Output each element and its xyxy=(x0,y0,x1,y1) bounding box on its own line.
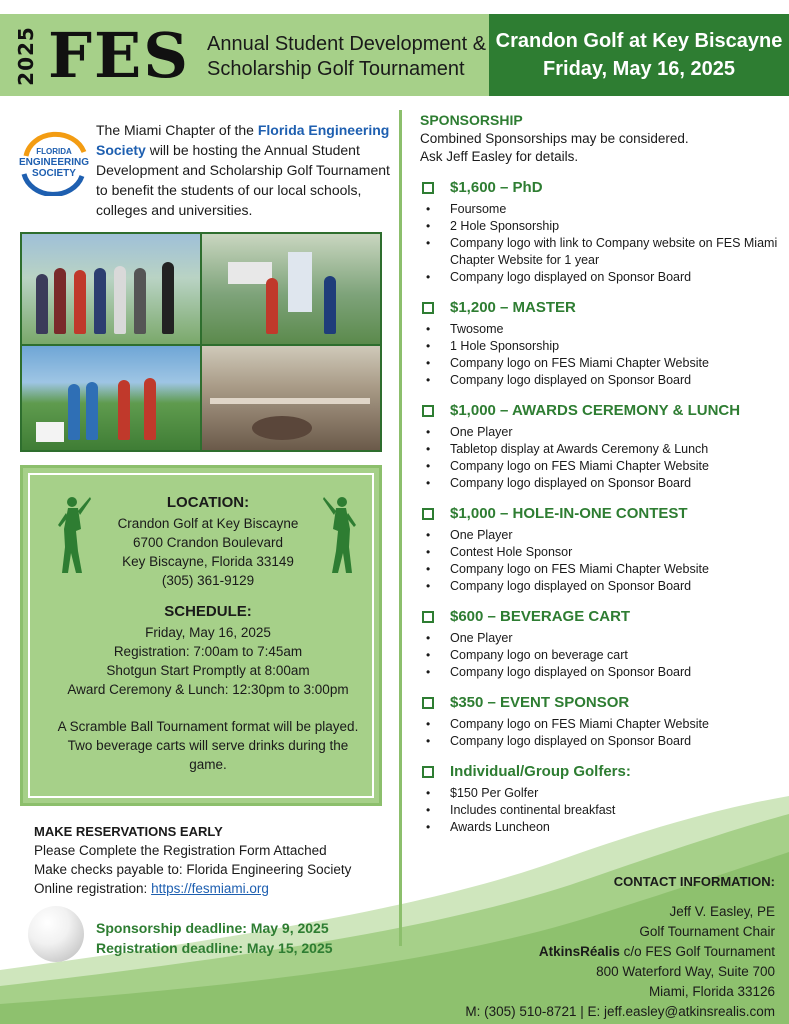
photo-registration-table xyxy=(202,234,380,344)
tier-benefit-item: • Company logo displayed on Sponsor Board xyxy=(420,664,780,681)
event-title xyxy=(207,32,486,82)
tier-benefit-item: • Company logo displayed on Sponsor Board xyxy=(420,733,780,750)
header-venue-panel xyxy=(489,14,789,96)
checkbox-icon xyxy=(422,508,434,520)
tier-benefit-item: • Company logo on FES Miami Chapter Website xyxy=(420,561,780,578)
checkbox-icon xyxy=(422,182,434,194)
org-name: Florida Engineering Society xyxy=(96,122,390,158)
location-address1: 6700 Crandon Boulevard xyxy=(132,535,284,550)
tier-title xyxy=(420,178,780,198)
tier-benefits xyxy=(420,716,780,750)
tier-title-label: $350 – EVENT SPONSOR xyxy=(450,694,630,711)
schedule-awards: Award Ceremony & Lunch: 12:30pm to 3:00pm xyxy=(67,682,349,697)
sponsorship-tier xyxy=(420,607,780,681)
contact-heading: CONTACT INFORMATION: xyxy=(613,874,775,889)
reservations-section xyxy=(34,822,384,898)
schedule-shotgun: Shotgun Start Promptly at 8:00am xyxy=(106,663,310,678)
tier-benefits xyxy=(420,785,780,836)
sponsorship-tier xyxy=(420,401,780,492)
tier-title-label: $1,000 – HOLE-IN-ONE CONTEST xyxy=(450,505,688,522)
checkbox-icon xyxy=(422,611,434,623)
tier-benefits xyxy=(420,424,780,492)
tier-title xyxy=(420,693,780,713)
golf-ball-icon xyxy=(28,906,84,962)
location-address2: Key Biscayne, Florida 33149 xyxy=(122,554,294,569)
sponsorship-tier xyxy=(420,504,780,595)
sponsorship-tier xyxy=(420,693,780,750)
contact-information xyxy=(395,872,775,1022)
schedule-date: Friday, May 16, 2025 xyxy=(145,625,271,640)
svg-text:FLORIDA: FLORIDA xyxy=(36,147,72,156)
contact-address1: 800 Waterford Way, Suite 700 xyxy=(596,964,775,979)
registration-deadline: Registration deadline: May 15, 2025 xyxy=(96,940,333,956)
tier-title xyxy=(420,298,780,318)
contact-address2: Miami, Florida 33126 xyxy=(648,984,775,999)
event-date: Friday, May 16, 2025 xyxy=(543,58,735,80)
venue-name: Crandon Golf at Key Biscayne xyxy=(495,30,783,52)
tier-title-label: $1,200 – MASTER xyxy=(450,299,576,316)
sponsorship-tier xyxy=(420,298,780,389)
tier-title xyxy=(420,401,780,421)
checkbox-icon xyxy=(422,405,434,417)
sponsorship-tier xyxy=(420,178,780,286)
tier-benefit-item: • $150 Per Golfer xyxy=(420,785,780,802)
header-title-panel xyxy=(0,14,489,96)
column-divider xyxy=(399,110,402,946)
photo-collage xyxy=(20,232,382,452)
deadlines xyxy=(96,918,333,958)
sponsorship-tier xyxy=(420,762,780,836)
contact-phone-email: M: (305) 510-8721 | E: jeff.easley@atkinsrealis.com xyxy=(465,1004,775,1019)
fes-logo xyxy=(18,130,90,196)
tier-benefit-item: • Company logo on FES Miami Chapter Website xyxy=(420,355,780,372)
svg-text:SOCIETY: SOCIETY xyxy=(32,168,76,179)
tier-benefits xyxy=(420,201,780,286)
year-label: 2025 xyxy=(14,26,38,86)
sponsorship-section xyxy=(420,110,780,836)
fes-acronym: FES xyxy=(48,19,191,92)
tier-benefit-item: • Foursome xyxy=(420,201,780,218)
tier-benefit-item: • Tabletop display at Awards Ceremony & Lunch xyxy=(420,441,780,458)
tier-benefits xyxy=(420,527,780,595)
location-phone: (305) 361-9129 xyxy=(161,573,255,588)
tier-title xyxy=(420,504,780,524)
online-registration: Online registration: https://fesmiami.org xyxy=(34,881,269,896)
photo-awards-luncheon xyxy=(202,346,380,450)
sponsorship-note-1: Combined Sponsorships may be considered. xyxy=(420,131,689,146)
tier-benefit-item: • Company logo displayed on Sponsor Board xyxy=(420,372,780,389)
svg-text:ENGINEERING: ENGINEERING xyxy=(18,157,90,168)
photo-golfers-course xyxy=(22,346,200,450)
header-banner xyxy=(0,14,789,96)
schedule-registration: Registration: 7:00am to 7:45am xyxy=(113,644,303,659)
location-schedule-box xyxy=(20,465,382,806)
schedule-heading: SCHEDULE: xyxy=(164,603,252,620)
event-title-line2: Scholarship Golf Tournament xyxy=(207,58,465,80)
checkbox-icon xyxy=(422,697,434,709)
tier-benefit-item: • Company logo displayed on Sponsor Board xyxy=(420,578,780,595)
tier-benefit-item: • One Player xyxy=(420,424,780,441)
tier-benefits xyxy=(420,630,780,681)
tier-title xyxy=(420,762,780,782)
reservations-line2: Make checks payable to: Florida Engineering Society xyxy=(34,862,352,877)
tier-benefit-item: • Company logo on FES Miami Chapter Website xyxy=(420,458,780,475)
registration-link[interactable]: https://fesmiami.org xyxy=(151,881,269,896)
location-schedule-text xyxy=(30,493,386,774)
sponsorship-note-2: Ask Jeff Easley for details. xyxy=(420,149,579,164)
event-title-line1: Annual Student Development & xyxy=(207,33,487,55)
tier-benefit-item: • Company logo with link to Company website on FES Miami Chapter Website for 1 year xyxy=(420,235,780,269)
tier-benefit-item: • 2 Hole Sponsorship xyxy=(420,218,780,235)
tier-benefit-item: • Company logo displayed on Sponsor Board xyxy=(420,269,780,286)
sponsorship-deadline: Sponsorship deadline: May 9, 2025 xyxy=(96,920,329,936)
sponsorship-tiers xyxy=(420,178,780,836)
tier-title-label: $600 – BEVERAGE CART xyxy=(450,608,631,625)
tier-title-label: $1,000 – AWARDS CEREMONY & LUNCH xyxy=(450,402,741,419)
reservations-line1: Please Complete the Registration Form Attached xyxy=(34,843,327,858)
tier-benefit-item: • Includes continental breakfast xyxy=(420,802,780,819)
tier-title xyxy=(420,607,780,627)
tier-title-label: Individual/Group Golfers: xyxy=(450,763,631,780)
tier-benefit-item: • Contest Hole Sponsor xyxy=(420,544,780,561)
intro-paragraph: The Miami Chapter of the Florida Engineering Society will be hosting the Annual Student Development and Scholarship Golf Tournament to benefit the students of our local schools, colleges and universities. xyxy=(96,122,390,218)
checkbox-icon xyxy=(422,302,434,314)
reservations-heading: MAKE RESERVATIONS EARLY xyxy=(34,824,223,839)
contact-company: AtkinsRéalis c/o FES Golf Tournament xyxy=(538,944,775,959)
checkbox-icon xyxy=(422,766,434,778)
tournament-format: A Scramble Ball Tournament format will be played. Two beverage carts will serve drinks during the game. xyxy=(57,719,359,772)
tier-benefit-item: • One Player xyxy=(420,527,780,544)
tier-title-label: $1,600 – PhD xyxy=(450,179,543,196)
location-name: Crandon Golf at Key Biscayne xyxy=(117,516,299,531)
tier-benefit-item: • Company logo displayed on Sponsor Board xyxy=(420,475,780,492)
tier-benefit-item: • Company logo on beverage cart xyxy=(420,647,780,664)
tier-benefit-item: • Company logo on FES Miami Chapter Website xyxy=(420,716,780,733)
tier-benefit-item: • One Player xyxy=(420,630,780,647)
contact-role: Golf Tournament Chair xyxy=(639,924,775,939)
tier-benefit-item: • Awards Luncheon xyxy=(420,819,780,836)
location-heading: LOCATION: xyxy=(166,494,250,511)
contact-name: Jeff V. Easley, PE xyxy=(669,904,775,919)
tier-benefits xyxy=(420,321,780,389)
tier-benefit-item: • 1 Hole Sponsorship xyxy=(420,338,780,355)
sponsorship-heading: SPONSORSHIP xyxy=(420,112,523,128)
tier-benefit-item: • Twosome xyxy=(420,321,780,338)
photo-golfers-group xyxy=(22,234,200,344)
